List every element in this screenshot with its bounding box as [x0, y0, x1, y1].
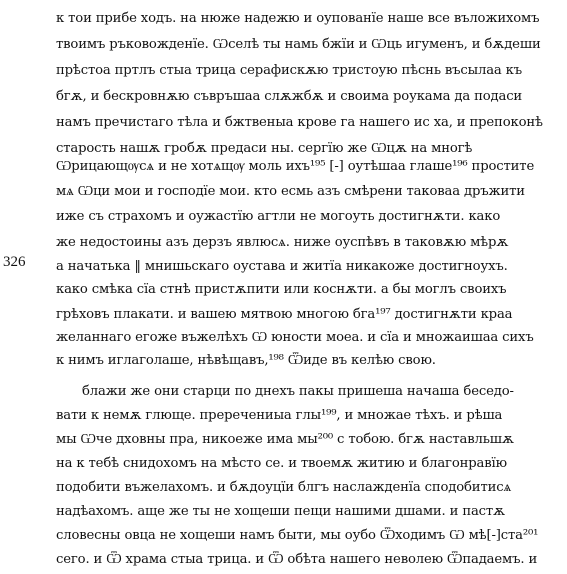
text-line: желаннаго егоже въжелѣхъ Ѡ юности моеа. и сїа и множаишаа сихъ — [56, 330, 534, 345]
text-line: на к тебѣ снидохомъ на мѣсто се. и твоемѫ житию и благонравїю — [56, 456, 507, 471]
text-line: мы Ѡче дховны пра, никоеже има мы²⁰⁰ с тобою. бгѫ наставльшѫ — [56, 432, 514, 447]
text-line: Ѡрицающѹсѧ и не хотѧщѹ моль ихъ¹⁹⁵ [-] оутѣшаа глаше¹⁹⁶ простите — [56, 159, 535, 174]
text-line: словесны овца не хощеши намъ быти, мы оубо Ѿходимъ Ѡ мѣ[-]ста²⁰¹ — [56, 528, 539, 543]
text-line: грѣховъ плакати. и вашею мятвою многою бга¹⁹⁷ достигнѫти краа — [56, 307, 513, 322]
text-line: твоимъ ръковожденїе. Ѡселѣ ты намь бжїи и Ѡць игуменъ, и бѫдеши — [56, 37, 541, 52]
text-line: надѣахомъ. аще же ты не хощеши пещи нашими дшами. и пастѫ — [56, 504, 506, 519]
text-line: подобити въжелахомъ. и бѫдоуцїи блгъ наслажденїа сподобитисѧ — [56, 480, 512, 495]
text-line: намъ пречистаго тѣла и бжтвеныа крове га нашего ис ха, и препоконѣ — [56, 115, 543, 130]
text-line: мѧ Ѡци мои и господїе мои. кто есмь азъ смѣрени таковаа дръжити — [56, 184, 525, 199]
text-line: сего. и Ѿ храма стыа трица. и Ѿ обѣта нашего неволею Ѿпадаемъ. и — [56, 552, 538, 567]
text-line: а начатька ‖ мнишьскаго оустава и житїа никакоже достигноухъ. — [56, 259, 508, 274]
text-line: иже съ страхомъ и оужастїю агтли не могоуть достигнѫти. како — [56, 209, 501, 224]
text-line: прѣстоа пртлъ стыа трица серафискѫю тристоую пѣснь въсылаа къ — [56, 63, 523, 78]
text-line: бгѫ, и бескровнѫю съвръшаа слѫжбѫ и своима роукама да подаси — [56, 89, 523, 104]
text-line: како смѣка сїа стнѣ пристѫпити или коснѫти. а бы моглъ своихъ — [56, 282, 507, 297]
margin-page-number: 326 — [3, 254, 26, 270]
paragraph-first-line: блажи же они старци по днехъ пакы пришеша начаша беседо- — [82, 384, 514, 399]
text-line: вати к немѫ глюще. преречениыа глы¹⁹⁹, и множае тѣхъ. и рѣша — [56, 408, 503, 423]
text-line: к тои прибе ходъ. на нюже надежю и оупованїе наше все въложихомъ — [56, 11, 540, 26]
text-line: старость нашѫ гробѫ предаси ны. сергїю же Ѡцѫ на многѣ — [56, 141, 473, 156]
text-line: же недостоины азъ дерзъ явлюсѧ. ниже оуспѣвъ в таковѫю мѣрѫ — [56, 235, 509, 250]
text-line: к нимъ иглаголаше, нѣвѣщавъ,¹⁹⁸ Ѿиде въ келѣю свою. — [56, 353, 436, 368]
